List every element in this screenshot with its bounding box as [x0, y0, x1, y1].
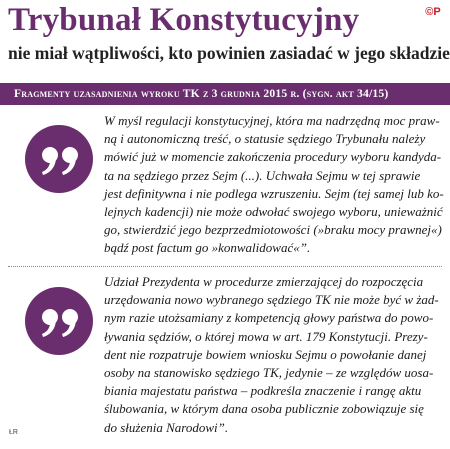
quote-mark-icon — [25, 125, 93, 193]
quote-line: jest definitywna i nie podlega wzruszeniu. Sejm (tej samej lub ko- — [104, 185, 444, 201]
author-credit: ŁR — [9, 429, 18, 436]
quote-line: lejnych kadencji) nie może odwołać swojego wyboru, unieważnić — [104, 204, 443, 220]
article-title: Trybunał Konstytucyjny — [8, 2, 360, 38]
quote-line: ta na sędziego przez Sejm (...). Uchwała Sejmu w tej sprawie — [104, 167, 421, 183]
quote-line: mówić już w momencie zakończenia procedury wyboru kandyda- — [104, 149, 442, 165]
quote-mark-icon — [25, 287, 93, 355]
quote-line: ływania sędziów, o której mowa w art. 179 Konstytucji. Prezy- — [104, 328, 428, 344]
quote-line: urzędowania nowo wybranego sędziego TK nie może być w żad- — [104, 292, 439, 308]
quote-line: ślubowania, w którym dana osoba publicznie zobowiązuje się — [104, 401, 424, 417]
quote-line: W myśl regulacji konstytucyjnej, która ma nadrzędną moc praw- — [104, 113, 440, 128]
quote-line: biania majestatu państwa – podkreśla znaczenie i rangę aktu — [104, 383, 422, 399]
divider — [8, 266, 442, 267]
publisher-logo: ©P — [425, 6, 441, 18]
quote-line: dent nie rozpatruje bowiem wniosku Sejmu o powołanie danej — [104, 346, 427, 362]
quote-line: osoby na stanowisko sędziego TK, jedynie – ze względów uosa- — [104, 365, 434, 381]
quote-line: nym razie utożsamiany z kompetencją głowy państwa do powo- — [104, 310, 434, 326]
quote-text-1 — [104, 112, 442, 258]
section-banner: Fragmenty uzasadnienia wyroku TK z 3 grudnia 2015 r. (sygn. akt 34/15) — [0, 83, 450, 105]
quote-text-2 — [104, 273, 442, 437]
quote-line: go, stwierdzić jego bezprzedmiotowości (»braku mocy prawnej«) — [104, 222, 442, 238]
article-subtitle: nie miał wątpliwości, kto powinien zasiadać w jego składzie — [8, 43, 450, 63]
quote-line: Udział Prezydenta w procedurze zmierzającej do rozpoczęcia — [104, 274, 424, 289]
quote-line: do służenia Narodowi”. — [104, 419, 229, 435]
quote-line: bądź post factum go »konwalidować«”. — [104, 240, 311, 256]
quote-line: ną i autonomiczną treść, o statusie sędziego Trybunału należy — [104, 131, 426, 147]
